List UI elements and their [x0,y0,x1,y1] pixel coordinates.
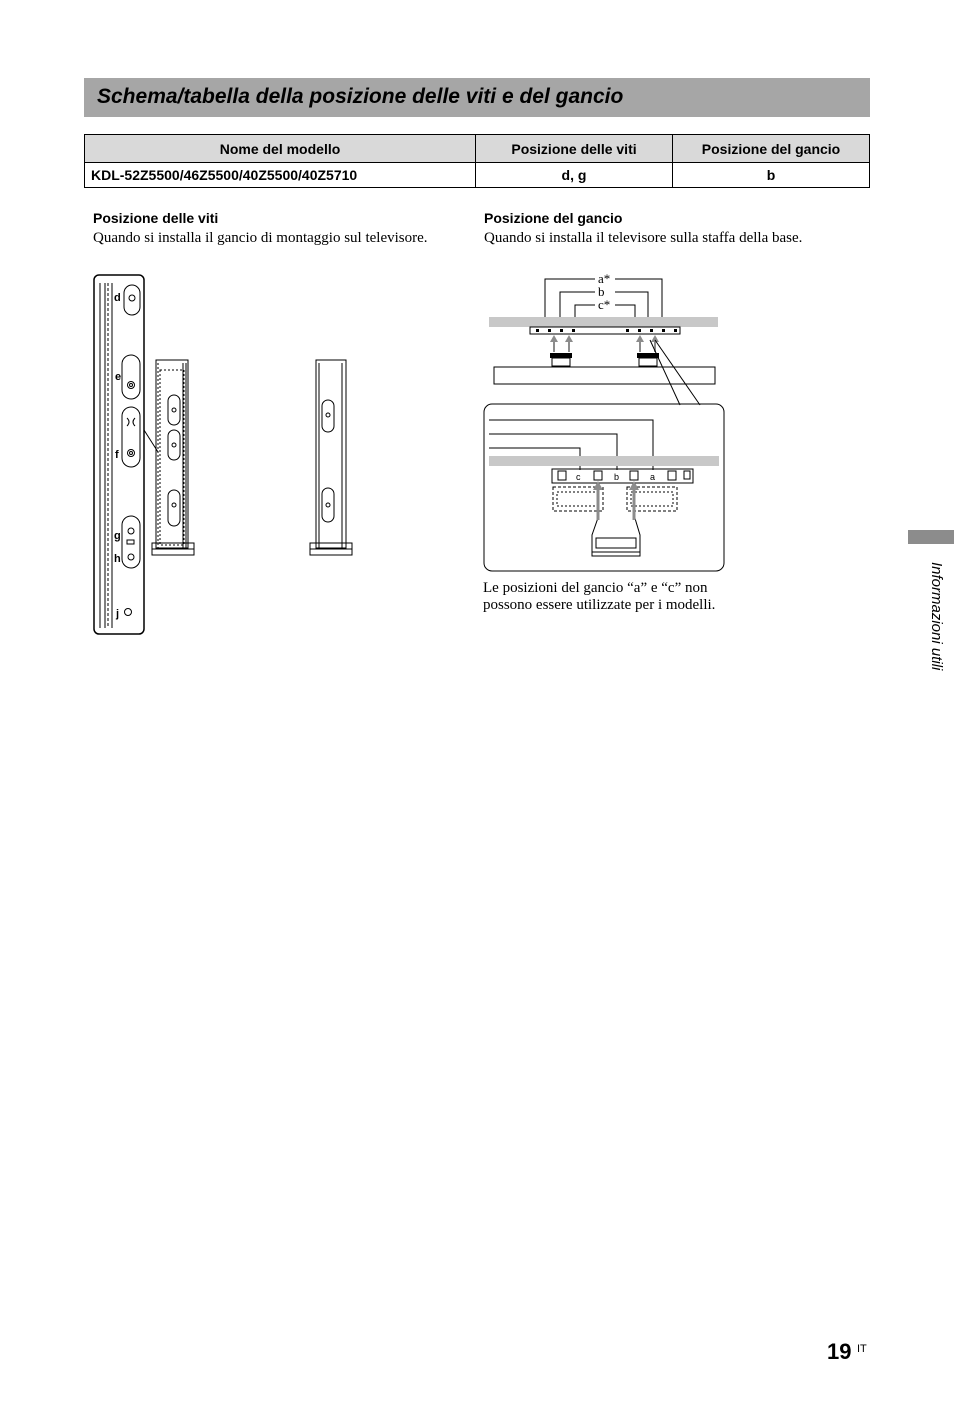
header-model: Nome del modello [85,135,476,163]
label-h: h [114,553,121,565]
side-tab-marker [908,530,954,544]
header-screws: Posizione delle viti [476,135,673,163]
cell-screws: d, g [476,163,673,188]
screw-heading: Posizione delle viti [93,210,219,226]
detail-label-a: a [650,472,656,482]
hook-label-b: b [598,284,605,299]
page-title: Schema/tabella della posizione delle viti e del gancio [97,85,624,108]
label-f: f [115,449,119,461]
side-section-label: Informazioni utili [928,562,945,671]
hook-text: Quando si installa il televisore sulla staffa della base. [484,230,803,246]
hook-position-diagram [0,0,740,580]
cell-model: KDL-52Z5500/46Z5500/40Z5500/40Z5710 [85,163,476,188]
hook-label-c: c* [598,297,611,312]
hook-note: Le posizioni del gancio “a” e “c” non possono essere utilizzate per i modelli. [483,580,716,613]
hook-label-a: a* [598,271,611,286]
cell-hook: b [673,163,870,188]
label-j: j [116,608,120,620]
label-e: e [115,371,122,383]
label-g: g [114,530,121,542]
hook-heading: Posizione del gancio [484,210,623,226]
page-number: 19 [827,1339,852,1364]
screw-text: Quando si installa il gancio di montaggio sul televisore. [93,230,428,246]
header-hook: Posizione del gancio [673,135,870,163]
detail-label-b: b [614,472,620,482]
page-language: IT [857,1343,867,1355]
label-d: d [114,292,121,304]
detail-label-c: c [576,472,581,482]
